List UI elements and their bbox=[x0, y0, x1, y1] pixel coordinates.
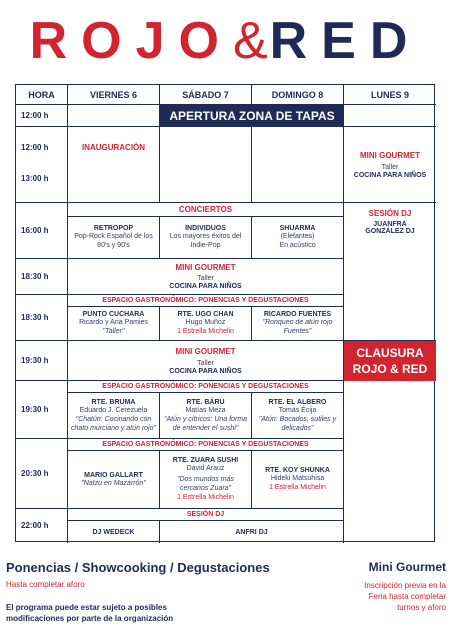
concierto-sabado: INDIVIDUOS Los mayores éxitos del Indie-Pop bbox=[160, 217, 252, 259]
espacio-2-sabado: RTE. BÁRU Matías Meza "Atún y cítricos: Una forma de entender el sushi" bbox=[160, 393, 252, 439]
footer-disclaimer-1: El programa puede estar sujeto a posibles bbox=[6, 603, 167, 612]
mini-gourmet-act: COCINA PARA NIÑOS bbox=[353, 171, 427, 179]
mini-gourmet-2-cell: MINI GOURMET Taller COCINA PARA NIÑOS bbox=[68, 341, 344, 381]
espacio-1-viernes: PUNTO CUCHARA Ricardo y Ana Pamies "Taller" bbox=[68, 307, 160, 341]
clausura-banner: CLAUSURA ROJO & RED bbox=[344, 341, 436, 381]
conciertos-band: CONCIERTOS bbox=[68, 203, 344, 217]
mini-gourmet-sub: Taller bbox=[381, 163, 399, 171]
sesion-dj-band: SESIÓN DJ bbox=[68, 509, 344, 521]
apertura-band: APERTURA ZONA DE TAPAS bbox=[160, 105, 344, 127]
footer-disclaimer-2: modificaciones por parte de la organización bbox=[6, 614, 174, 623]
title-rojo: ROJO bbox=[29, 12, 233, 70]
hour-label: 12:00 h bbox=[21, 143, 49, 152]
hour-label: 13:00 h bbox=[21, 174, 49, 183]
inauguracion-cell bbox=[68, 127, 160, 203]
header-viernes: VIERNES 6 bbox=[68, 85, 160, 105]
hour-cell: 20:30 h bbox=[16, 439, 68, 509]
dj-viernes: DJ WEDECK bbox=[68, 521, 160, 543]
footer-mini-gourmet-title: Mini Gourmet bbox=[368, 560, 446, 574]
espacio-2-domingo: RTE. EL ALBERO Tomás Écija "Atún: Bocados, sutiles y delicados" bbox=[252, 393, 344, 439]
mini-gourmet-lunes-cell bbox=[344, 127, 436, 203]
header-sabado: SÁBADO 7 bbox=[160, 85, 252, 105]
title-ampersand: & bbox=[232, 12, 270, 70]
hour-cell: 12:00 h bbox=[16, 105, 68, 127]
hour-cell: 18:30 h bbox=[16, 295, 68, 341]
espacio-1-sabado: RTE. UGO CHAN Hugo Muñoz 1 Estrella Michelin bbox=[160, 307, 252, 341]
hour-cell: 22:00 h bbox=[16, 509, 68, 543]
sesion-dj-lunes-cell: SESIÓN DJ JUANFRA GONZÁLEZ DJ bbox=[365, 209, 415, 235]
hour-cell bbox=[16, 127, 68, 203]
mini-gourmet-title: MINI GOURMET bbox=[360, 150, 420, 160]
espacio-2-viernes: RTE. BRUMA Eduardo J. Cerezuela "Chatún: Cocinando con chato murciano y atún rojo" bbox=[68, 393, 160, 439]
espacio-3-viernes: MARIO GALLART "Natzu en Mazarrón" bbox=[68, 451, 160, 509]
footer-mini-gourmet-note-2: Feria hasta completar bbox=[368, 592, 446, 601]
inauguracion-label: INAUGURACIÓN bbox=[81, 143, 146, 152]
espacio-1-band: ESPACIO GASTRONÓMICO: PONENCIAS Y DEGUSTACIONES bbox=[68, 295, 344, 307]
event-title bbox=[0, 6, 451, 76]
hour-cell: 16:00 h bbox=[16, 203, 68, 259]
concierto-viernes: RETROPOP Pop-Rock Español de los 80's y 90's bbox=[68, 217, 160, 259]
espacio-3-band: ESPACIO GASTRONÓMICO: PONENCIAS Y DEGUSTACIONES bbox=[68, 439, 344, 451]
footer-mini-gourmet-note-3: turnos y aforo bbox=[397, 603, 446, 612]
espacio-3-domingo: RTE. KOY SHUNKA Hideki Matsuhisa 1 Estrella Michelin bbox=[252, 451, 344, 509]
footer-mini-gourmet-note-1: Inscripción previa en la bbox=[364, 581, 446, 590]
espacio-1-domingo: RICARDO FUENTES "Ronqueo de atún rojo Fuentes" bbox=[252, 307, 344, 341]
hour-cell: 19:30 h bbox=[16, 341, 68, 381]
footer-ponencias-title: Ponencias / Showcooking / Degustaciones bbox=[6, 560, 270, 575]
header-lunes: LUNES 9 bbox=[344, 85, 436, 105]
mini-gourmet-1-cell: MINI GOURMET Taller COCINA PARA NIÑOS bbox=[68, 259, 344, 295]
header-domingo: DOMINGO 8 bbox=[252, 85, 344, 105]
hour-cell: 18:30 h bbox=[16, 259, 68, 295]
espacio-3-sabado: RTE. ZUARA SUSHI David Arauz "Dos mundos más cercanos Zuara" 1 Estrella Michelin bbox=[160, 451, 252, 509]
dj-sab-dom: ANFRI DJ bbox=[160, 521, 344, 543]
hour-cell: 19:30 h bbox=[16, 381, 68, 439]
header-hora: HORA bbox=[16, 85, 68, 105]
footer-ponencias-note: Hasta completar aforo bbox=[6, 580, 85, 589]
espacio-2-band: ESPACIO GASTRONÓMICO: PONENCIAS Y DEGUSTACIONES bbox=[68, 381, 344, 393]
concierto-domingo: SHUARMA (Elefantes) En acústico bbox=[252, 217, 344, 259]
schedule-table bbox=[15, 84, 435, 542]
title-red: RED bbox=[269, 12, 422, 70]
